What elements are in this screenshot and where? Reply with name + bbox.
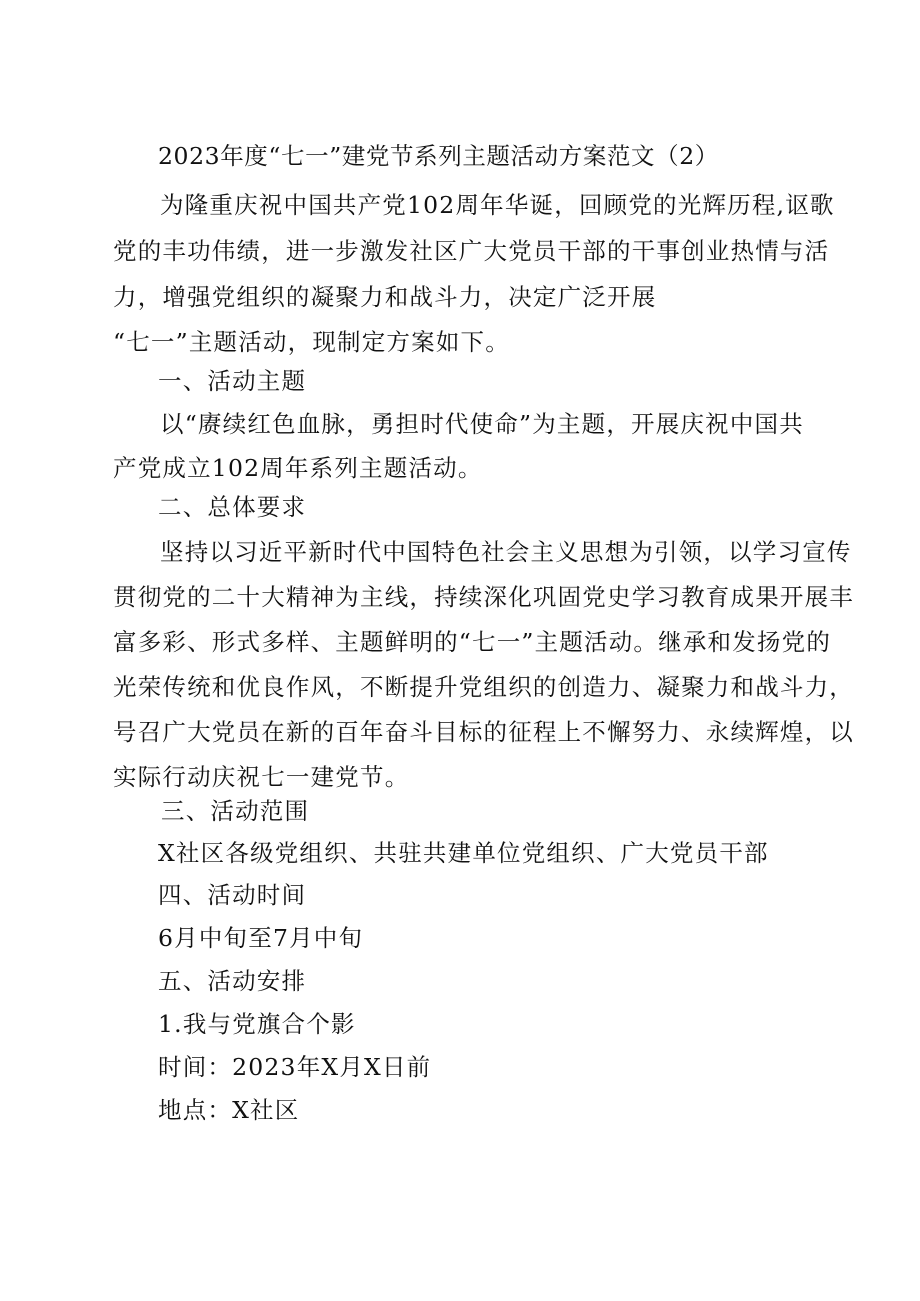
intro-line-1: 为隆重庆祝中国共产党102周年华诞，回顾党的光辉历程,讴歌	[160, 191, 835, 219]
section-1-line-1: 以“赓续红色血脉，勇担时代使命”为主题，开展庆祝中国共	[160, 410, 804, 438]
intro-line-2: 党的丰功伟绩，进一步激发社区广大党员干部的干事创业热情与活	[113, 237, 830, 265]
section-2-line-4: 光荣传统和优良作风，不断提升党组织的创造力、凝聚力和战斗力，	[113, 673, 854, 701]
document-title: 2023年度“七一”建党节系列主题活动方案范文（2）	[158, 142, 719, 170]
intro-line-4: “七一”主题活动，现制定方案如下。	[113, 328, 510, 356]
section-2-heading: 二、总体要求	[158, 493, 307, 521]
section-5-heading: 五、活动安排	[158, 967, 307, 995]
section-2-line-3: 富多彩、形式多样、主题鲜明的“七一”主题活动。继承和发扬党的	[113, 628, 832, 656]
section-1-line-2: 产党成立102周年系列主题活动。	[113, 454, 483, 482]
intro-line-3: 力，增强党组织的凝聚力和战斗力，决定广泛开展	[113, 283, 657, 311]
section-4-heading: 四、活动时间	[158, 881, 307, 909]
section-5-item-1-time: 时间：2023年X月X日前	[158, 1053, 432, 1081]
section-3-body: X社区各级党组织、共驻共建单位党组织、广大党员干部	[158, 839, 769, 867]
section-2-line-2: 贯彻党的二十大精神为主线，持续深化巩固党史学习教育成果开展丰	[113, 583, 854, 611]
section-5-item-1-place: 地点：X社区	[158, 1096, 300, 1124]
section-2-line-5: 号召广大党员在新的百年奋斗目标的征程上不懈努力、永续辉煌，以	[113, 718, 854, 746]
section-4-body: 6月中旬至7月中旬	[158, 924, 364, 952]
section-2-line-6: 实际行动庆祝七一建党节。	[113, 763, 410, 791]
section-5-item-1-title: 1.我与党旗合个影	[158, 1010, 356, 1038]
section-1-heading: 一、活动主题	[158, 367, 307, 395]
section-3-heading: 三、活动范围	[161, 797, 310, 825]
section-2-line-1: 坚持以习近平新时代中国特色社会主义思想为引领，以学习宣传	[160, 538, 852, 566]
